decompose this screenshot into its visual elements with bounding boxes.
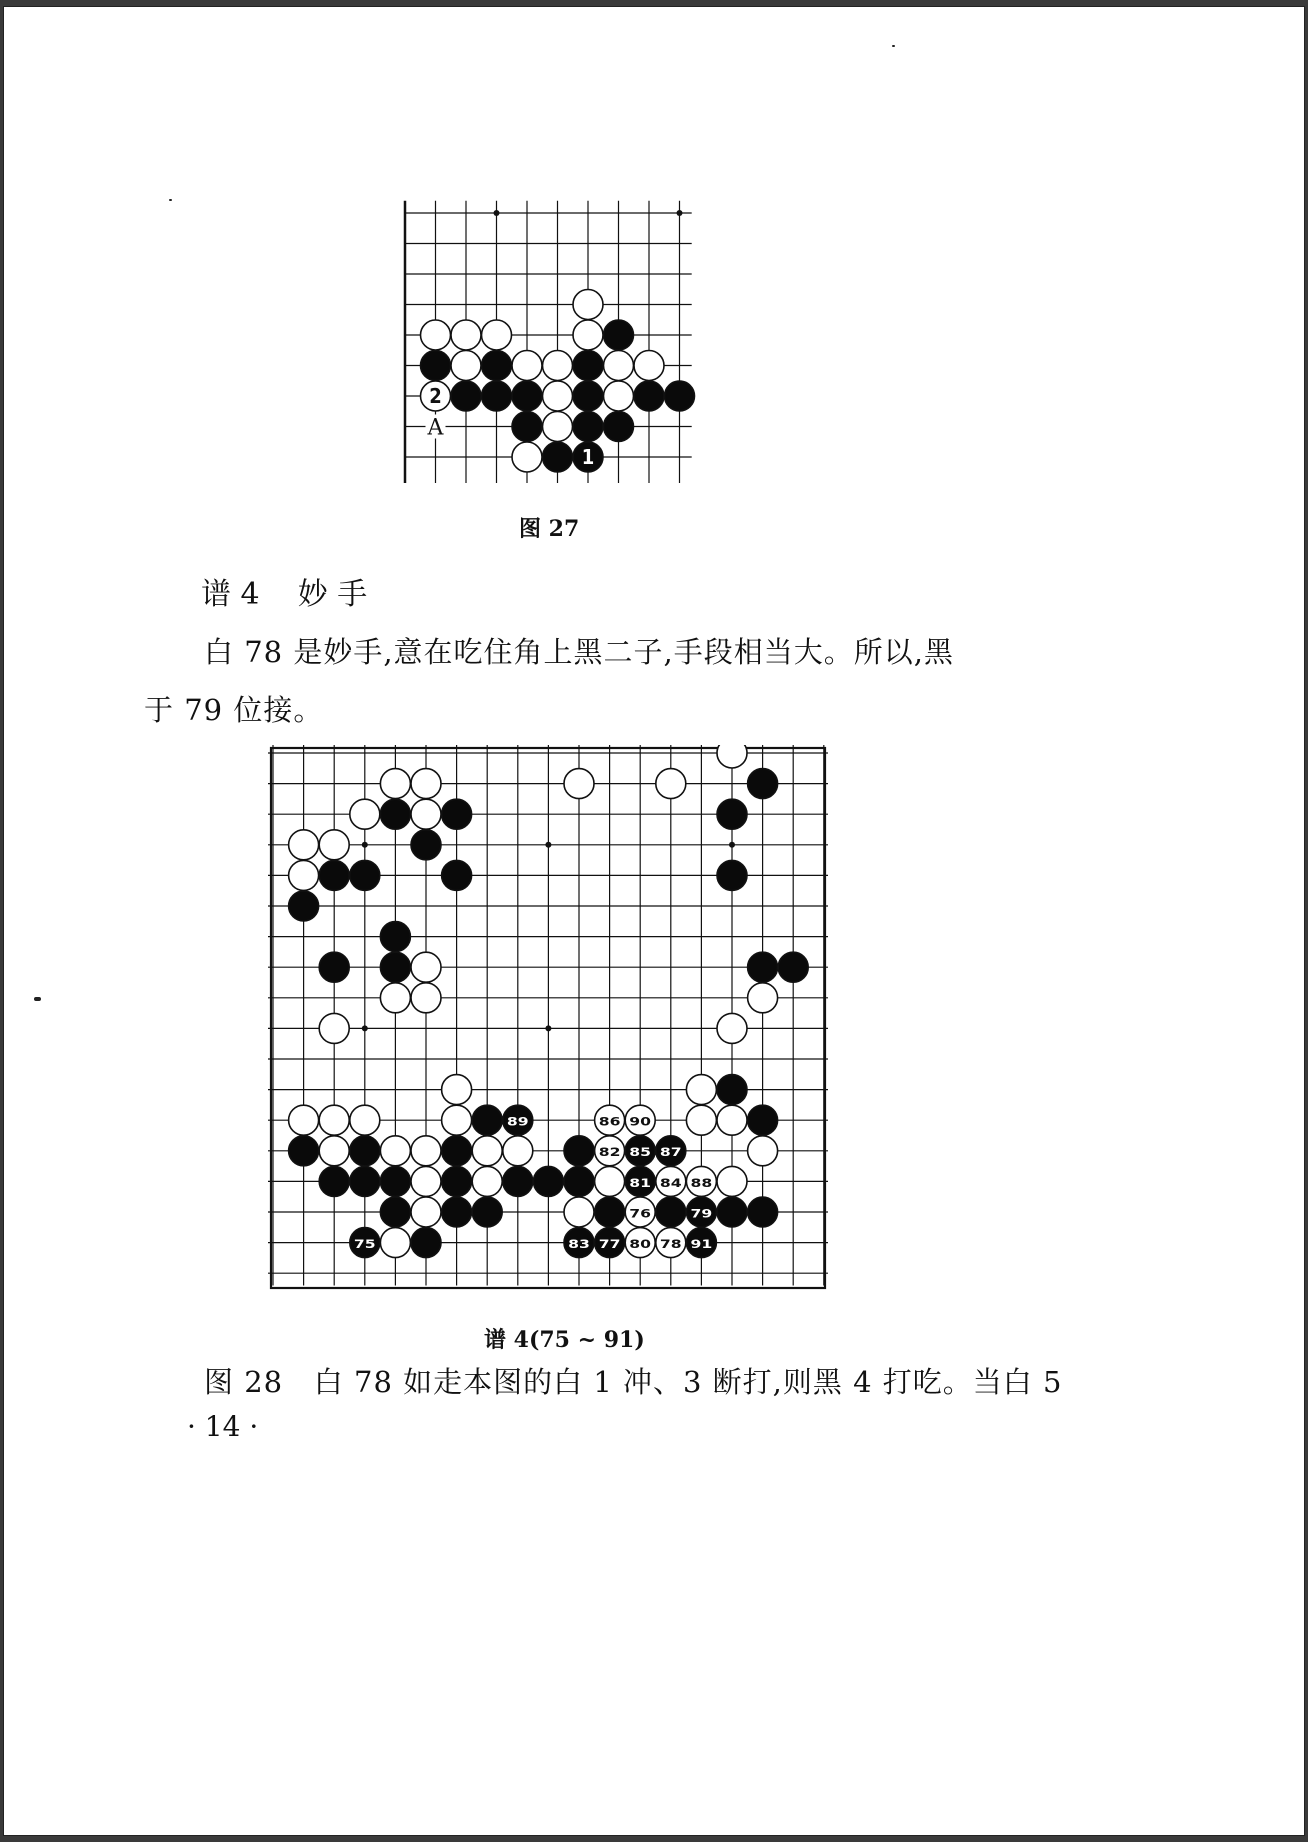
move-number: 82 bbox=[598, 1145, 621, 1160]
star-point bbox=[729, 842, 735, 848]
white-stone bbox=[319, 1013, 349, 1043]
white-stone bbox=[573, 320, 603, 350]
black-stone bbox=[503, 1166, 533, 1196]
white-stone bbox=[503, 1136, 533, 1166]
scan-speck bbox=[169, 199, 172, 201]
black-stone bbox=[442, 860, 472, 890]
black-stone bbox=[748, 769, 778, 799]
white-stone bbox=[472, 1136, 502, 1166]
diagram-27-svg bbox=[397, 193, 697, 483]
move-number: 87 bbox=[659, 1145, 682, 1160]
white-stone bbox=[442, 1105, 472, 1135]
white-stone bbox=[717, 1013, 747, 1043]
black-stone bbox=[717, 799, 747, 829]
white-stone bbox=[564, 1197, 594, 1227]
white-stone bbox=[411, 769, 441, 799]
black-stone bbox=[748, 952, 778, 982]
black-stone bbox=[442, 1197, 472, 1227]
black-stone bbox=[319, 860, 349, 890]
star-point bbox=[494, 210, 500, 216]
diagram-28-svg bbox=[268, 745, 828, 1293]
white-stone bbox=[350, 799, 380, 829]
white-stone bbox=[748, 983, 778, 1013]
white-stone bbox=[564, 769, 594, 799]
star-point bbox=[362, 1025, 368, 1031]
game-record-caption: 谱 4(75 ~ 91) bbox=[484, 1327, 645, 1353]
white-stone bbox=[604, 381, 634, 411]
white-stone bbox=[319, 1136, 349, 1166]
black-stone bbox=[748, 1105, 778, 1135]
white-stone bbox=[482, 320, 512, 350]
move-number: 86 bbox=[598, 1114, 621, 1129]
black-stone bbox=[442, 799, 472, 829]
move-number: 78 bbox=[659, 1237, 682, 1251]
white-stone bbox=[717, 745, 747, 768]
black-stone bbox=[350, 1136, 380, 1166]
paragraph-2: 图 28 白 78 如走本图的白 1 冲、3 断打,则黑 4 打吃。当白 5 bbox=[204, 1365, 1063, 1399]
black-stone bbox=[411, 1228, 441, 1258]
black-stone bbox=[512, 381, 542, 411]
black-stone bbox=[564, 1166, 594, 1196]
move-number: 1 bbox=[581, 445, 595, 470]
white-stone bbox=[543, 381, 573, 411]
move-number: 88 bbox=[690, 1175, 713, 1190]
black-stone bbox=[573, 351, 603, 381]
black-stone bbox=[717, 860, 747, 890]
black-stone bbox=[573, 381, 603, 411]
move-number: 84 bbox=[659, 1175, 682, 1190]
white-stone bbox=[289, 1105, 319, 1135]
move-number: 83 bbox=[568, 1237, 590, 1251]
white-stone bbox=[421, 320, 451, 350]
white-stone bbox=[543, 412, 573, 442]
black-stone bbox=[472, 1105, 502, 1135]
white-stone bbox=[595, 1166, 625, 1196]
black-stone bbox=[482, 381, 512, 411]
black-stone bbox=[533, 1166, 563, 1196]
black-stone bbox=[289, 891, 319, 921]
black-stone bbox=[595, 1197, 625, 1227]
white-stone bbox=[451, 320, 481, 350]
move-number: 79 bbox=[690, 1206, 713, 1221]
white-stone bbox=[686, 1075, 716, 1105]
move-number: 75 bbox=[353, 1237, 376, 1251]
white-stone bbox=[472, 1166, 502, 1196]
white-stone bbox=[686, 1105, 716, 1135]
black-stone bbox=[380, 952, 410, 982]
white-stone bbox=[380, 983, 410, 1013]
section-title: 谱 4 妙 手 bbox=[201, 577, 368, 612]
black-stone bbox=[319, 952, 349, 982]
black-stone bbox=[778, 952, 808, 982]
paragraph-1: 白 78 是妙手,意在吃住角上黑二子,手段相当大。所以,黑于 79 位接。 bbox=[144, 635, 954, 727]
white-stone bbox=[411, 983, 441, 1013]
black-stone bbox=[451, 381, 481, 411]
black-stone bbox=[442, 1136, 472, 1166]
black-stone bbox=[482, 351, 512, 381]
black-stone bbox=[665, 381, 695, 411]
black-stone bbox=[543, 442, 573, 472]
star-point bbox=[362, 842, 368, 848]
move-number: 81 bbox=[629, 1175, 652, 1190]
white-stone bbox=[512, 442, 542, 472]
white-stone bbox=[442, 1075, 472, 1105]
black-stone bbox=[604, 320, 634, 350]
white-stone bbox=[411, 952, 441, 982]
white-stone bbox=[748, 1136, 778, 1166]
black-stone bbox=[634, 381, 664, 411]
white-stone bbox=[319, 830, 349, 860]
black-stone bbox=[748, 1197, 778, 1227]
white-stone bbox=[543, 351, 573, 381]
white-stone bbox=[717, 1105, 747, 1135]
move-number: 77 bbox=[598, 1237, 621, 1251]
black-stone bbox=[289, 1136, 319, 1166]
star-point bbox=[677, 210, 683, 216]
white-stone bbox=[634, 351, 664, 381]
position-label: A bbox=[427, 415, 444, 441]
white-stone bbox=[411, 799, 441, 829]
scan-speck bbox=[34, 997, 41, 1001]
black-stone bbox=[319, 1166, 349, 1196]
move-number: 76 bbox=[629, 1206, 652, 1221]
white-stone bbox=[289, 830, 319, 860]
move-number: 85 bbox=[629, 1145, 652, 1160]
white-stone bbox=[350, 1105, 380, 1135]
white-stone bbox=[717, 1166, 747, 1196]
white-stone bbox=[656, 769, 686, 799]
white-stone bbox=[380, 1136, 410, 1166]
page-number: · 14 · bbox=[187, 1410, 259, 1443]
white-stone bbox=[319, 1105, 349, 1135]
black-stone bbox=[380, 1166, 410, 1196]
white-stone bbox=[289, 860, 319, 890]
black-stone bbox=[564, 1136, 594, 1166]
white-stone bbox=[411, 1166, 441, 1196]
black-stone bbox=[573, 412, 603, 442]
black-stone bbox=[380, 922, 410, 952]
move-number: 91 bbox=[690, 1237, 713, 1251]
black-stone bbox=[380, 799, 410, 829]
black-stone bbox=[512, 412, 542, 442]
white-stone bbox=[411, 1136, 441, 1166]
black-stone bbox=[656, 1197, 686, 1227]
white-stone bbox=[573, 290, 603, 320]
white-stone bbox=[380, 769, 410, 799]
black-stone bbox=[411, 830, 441, 860]
black-stone bbox=[472, 1197, 502, 1227]
go-diagram-27 bbox=[397, 193, 697, 483]
move-number: 90 bbox=[629, 1114, 652, 1129]
star-point bbox=[545, 1025, 551, 1031]
black-stone bbox=[604, 412, 634, 442]
move-number: 2 bbox=[429, 384, 442, 409]
black-stone bbox=[380, 1197, 410, 1227]
white-stone bbox=[512, 351, 542, 381]
white-stone bbox=[451, 351, 481, 381]
black-stone bbox=[717, 1197, 747, 1227]
white-stone bbox=[604, 351, 634, 381]
black-stone bbox=[421, 351, 451, 381]
white-stone bbox=[380, 1228, 410, 1258]
black-stone bbox=[350, 860, 380, 890]
black-stone bbox=[717, 1075, 747, 1105]
black-stone bbox=[350, 1166, 380, 1196]
star-point bbox=[545, 842, 551, 848]
go-diagram-game-record-4 bbox=[268, 745, 828, 1293]
white-stone bbox=[411, 1197, 441, 1227]
scan-speck bbox=[892, 45, 895, 47]
black-stone bbox=[442, 1166, 472, 1196]
move-number: 80 bbox=[629, 1237, 652, 1251]
move-number: 89 bbox=[506, 1114, 529, 1129]
book-page bbox=[3, 6, 1305, 1836]
diagram-27-caption: 图 27 bbox=[519, 516, 580, 542]
